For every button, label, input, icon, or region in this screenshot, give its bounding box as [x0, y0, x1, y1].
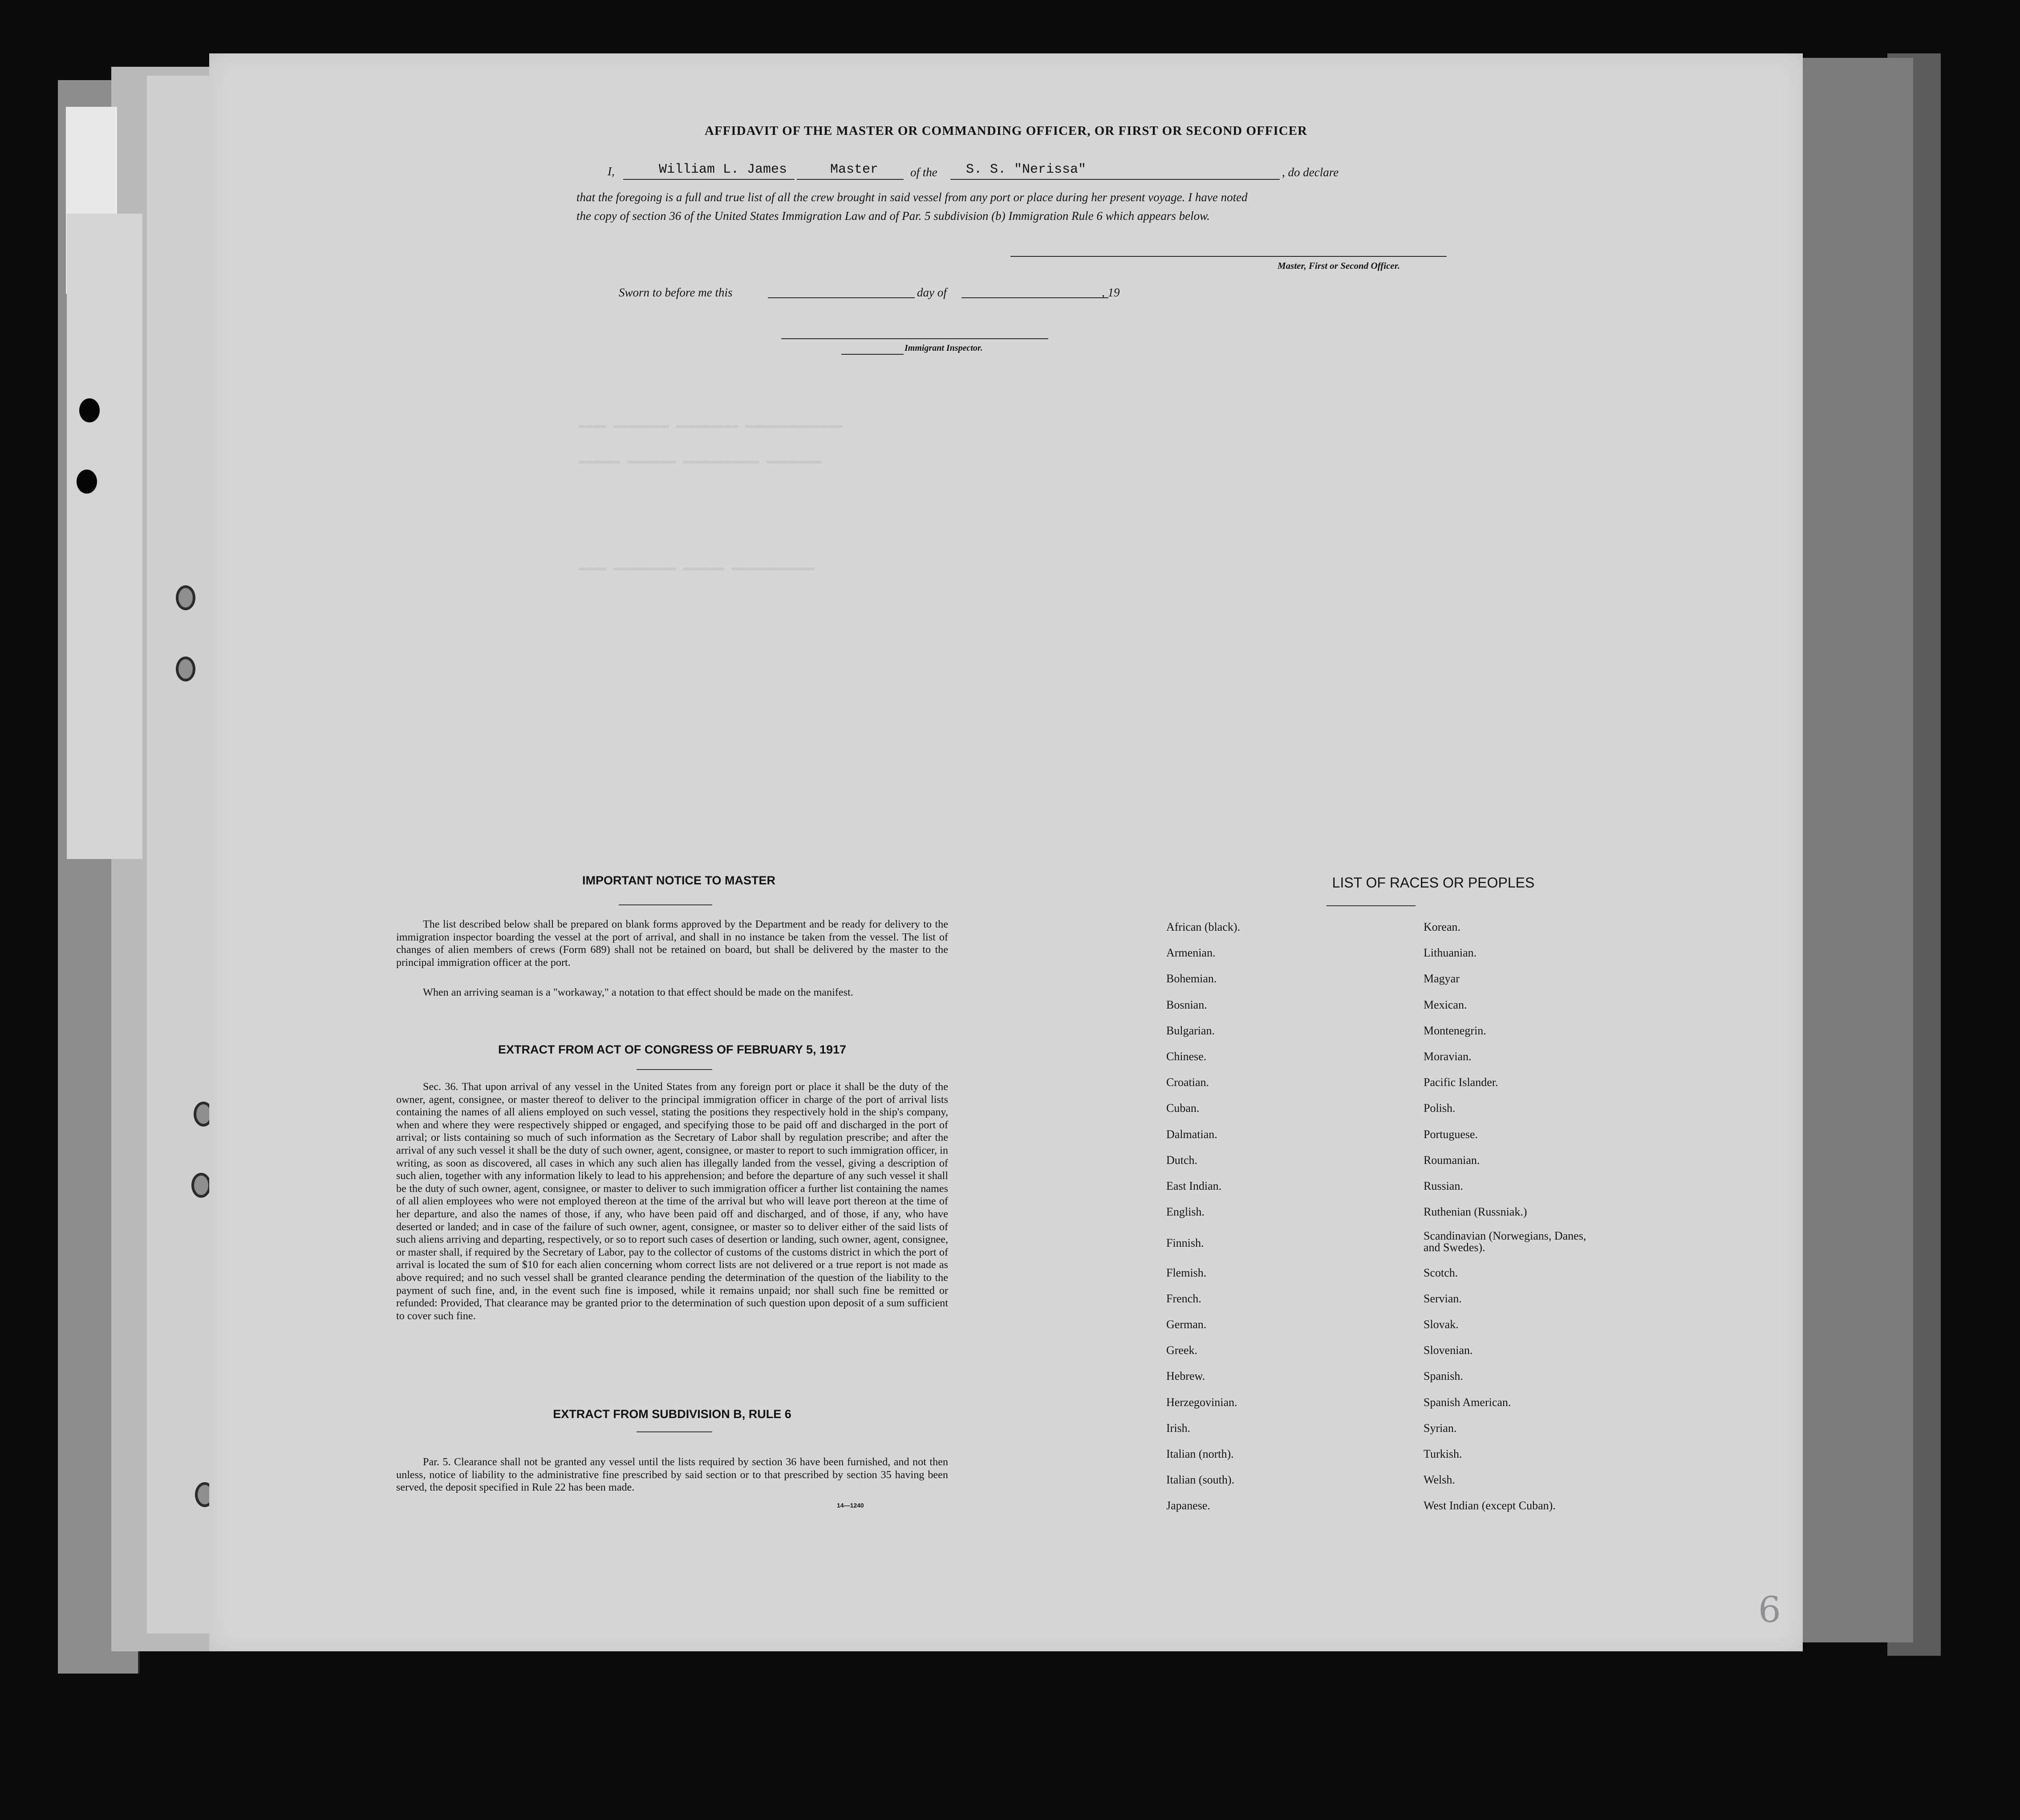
- rank-value: Master: [830, 162, 879, 177]
- race-entry: Finnish.: [1166, 1236, 1204, 1250]
- race-entry: Croatian.: [1166, 1076, 1209, 1089]
- sworn-month-line: [961, 297, 1108, 298]
- of-the-label: of the: [910, 166, 937, 179]
- race-entry: Bosnian.: [1166, 998, 1207, 1011]
- race-entry: Polish.: [1424, 1102, 1456, 1115]
- race-entry: Magyar: [1424, 972, 1460, 985]
- race-entry: Dalmatian.: [1166, 1127, 1217, 1141]
- race-entry: Servian.: [1424, 1292, 1462, 1305]
- bleed-through-text: ▬▬▬▬ ▬▬▬▬▬▬▬▬▬ ▬▬▬▬▬▬ ▬▬▬▬▬▬▬▬▬▬▬▬: [579, 561, 815, 574]
- year-label: , 19: [1102, 286, 1120, 299]
- race-entry: Dutch.: [1166, 1153, 1198, 1167]
- race-entry: Korean.: [1424, 920, 1461, 933]
- race-entry: Bohemian.: [1166, 972, 1217, 985]
- race-entry: Chinese.: [1166, 1050, 1207, 1063]
- rule-extract-title: EXTRACT FROM SUBDIVISION B, RULE 6: [553, 1407, 791, 1421]
- race-entry: Ruthenian (Russniak.): [1424, 1205, 1527, 1219]
- rule-6-text: Par. 5. Clearance shall not be granted any vessel until the lists required by section 36 have been furnished, and not then unless, notice of liability to the administrative fine prescribed by said section or to that prescribed by section 35 having been served, the deposit specified in Rule 22 has been made.: [396, 1456, 948, 1494]
- notice-title: IMPORTANT NOTICE TO MASTER: [582, 874, 775, 887]
- race-entry: Hebrew.: [1166, 1370, 1205, 1383]
- race-entry: East Indian.: [1166, 1180, 1222, 1192]
- vessel-name-value: S. S. "Nerissa": [966, 162, 1087, 177]
- manifest-affidavit-page: [209, 53, 1803, 1651]
- day-of-label: day of: [917, 286, 947, 299]
- section-36-text: Sec. 36. That upon arrival of any vessel in the United States from any foreign port or place it shall be the duty of the owner, agent, consignee, or master thereof to deliver to the principal immigration officer in charge of the port of arrival lists containing the names of all aliens employed on such vessel, stating the positions they respectively hold in the ship's company, when and where they were respectively shipped or engaged, and specifying those to be paid off and discharged in the port of arrival; or lists containing so much of such information as the Secretary of Labor shall by regulation prescribe; and after the arrival of any such vessel it shall be the duty of such owner, agent, consignee, or master to report to such immigration officer, in writing, as soon as discovered, all cases in which any such alien has illegally landed from the vessel, giving a description of such alien, together with any information likely to lead to his apprehension; and before the departure of any such vessel it shall be the duty of such owner, agent, consignee, or master to deliver to such immigration officer a further list containing the names of all alien employees who were not employed thereon at the time of the arrival but who will leave port thereon at the time of her departure, and also the names of those, if any, who have been paid off and discharged, and of those, if any, who have deserted or landed; and in case of the failure of such owner, agent, consignee, or master so to deliver either of the said lists of such aliens arriving and departing, respectively, or so to report such cases of desertion or landing, such owner, agent, consignee, or master shall, if required by the Secretary of Labor, pay to the collector of customs of the customs district in which the port of arrival is located the sum of $10 for each alien concerning whom correct lists are not delivered or a true report is not made as above required; and no such vessel shall be granted clearance pending the determination of the question of the liability to the payment of such fine, and, in the event such fine is imposed, while it remains unpaid; nor shall such fine be remitted or refunded: Provided, That clearance may be granted prior to the determination of such question upon deposit of a sum sufficient to cover such fine.: [396, 1081, 948, 1322]
- races-title: LIST OF RACES OR PEOPLES: [1332, 875, 1535, 891]
- notice-paragraph: When an arriving seaman is a "workaway," a notation to that effect should be made on the manifest.: [423, 986, 853, 998]
- race-entry: West Indian (except Cuban).: [1424, 1499, 1556, 1512]
- binder-ring-icon: [191, 1173, 211, 1198]
- rank-line: [797, 179, 904, 180]
- race-entry: German.: [1166, 1318, 1207, 1331]
- race-entry: Pacific Islander.: [1424, 1076, 1498, 1089]
- form-number: 14—1240: [837, 1502, 864, 1509]
- title-rule: [637, 1069, 712, 1070]
- race-entry: Lithuanian.: [1424, 946, 1477, 960]
- race-entry: Italian (south).: [1166, 1473, 1235, 1487]
- race-entry: Slovak.: [1424, 1318, 1459, 1331]
- race-entry: French.: [1166, 1292, 1201, 1305]
- race-entry: Herzegovinian.: [1166, 1395, 1237, 1409]
- race-entry: Flemish.: [1166, 1266, 1207, 1279]
- sworn-day-line: [768, 297, 915, 298]
- race-entry: Slovenian.: [1424, 1344, 1473, 1357]
- bleed-through-text: ▬▬▬▬ ▬▬▬▬▬▬▬▬ ▬▬▬▬▬▬▬▬▬ ▬▬▬▬▬▬▬▬▬▬▬▬▬▬: [579, 418, 843, 432]
- race-entry: Greek.: [1166, 1344, 1198, 1357]
- master-signature-line: [1010, 256, 1447, 257]
- race-entry: Scotch.: [1424, 1266, 1458, 1279]
- race-entry: Italian (north).: [1166, 1447, 1234, 1460]
- binder-right-strip: [1798, 58, 1913, 1642]
- race-entry: Spanish.: [1424, 1370, 1463, 1383]
- race-entry: Syrian.: [1424, 1421, 1457, 1435]
- race-entry: Armenian.: [1166, 946, 1216, 960]
- race-entry: Irish.: [1166, 1421, 1191, 1435]
- binder-ring-icon: [176, 657, 195, 681]
- race-entry: Turkish.: [1424, 1447, 1462, 1460]
- race-entry: Moravian.: [1424, 1050, 1472, 1063]
- title-rule: [637, 1431, 712, 1432]
- handwritten-page-mark: 6: [1758, 1589, 1781, 1630]
- binder-ring-icon: [176, 585, 195, 610]
- affidavit-i-label: I,: [608, 165, 615, 178]
- title-rule: [1326, 905, 1416, 906]
- binder-hole-icon: [79, 398, 100, 422]
- race-entry: African (black).: [1166, 920, 1241, 933]
- title-rule: [619, 904, 712, 905]
- affidavit-title: AFFIDAVIT OF THE MASTER OR COMMANDING OFFICER, OR FIRST OR SECOND OFFICER: [705, 124, 1307, 138]
- inspector-caption-line: [841, 354, 904, 355]
- race-entry: Mexican.: [1424, 998, 1467, 1011]
- name-line: [623, 179, 795, 180]
- race-entry: Spanish American.: [1424, 1395, 1511, 1409]
- gray-page-tab: [67, 214, 142, 859]
- declaration-line: that the foregoing is a full and true list of all the crew brought in said vessel from any port or place during her present voyage. I have noted: [576, 191, 1248, 204]
- race-entry: Bulgarian.: [1166, 1024, 1215, 1037]
- act-extract-title: EXTRACT FROM ACT OF CONGRESS OF FEBRUARY 5, 1917: [498, 1043, 847, 1056]
- inspector-caption: Immigrant Inspector.: [905, 343, 983, 353]
- declaration-line: the copy of section 36 of the United States Immigration Law and of Par. 5 subdivision (b) Immigration Rule 6 which appears below.: [576, 209, 1210, 223]
- signature-caption: Master, First or Second Officer.: [1278, 260, 1400, 271]
- bleed-through-text: ▬▬▬▬▬▬ ▬▬▬▬▬▬▬ ▬▬▬▬▬▬▬▬▬▬▬ ▬▬▬▬▬▬▬▬: [579, 454, 822, 467]
- race-entry: Welsh.: [1424, 1473, 1455, 1487]
- race-entry: Montenegrin.: [1424, 1024, 1486, 1037]
- notice-paragraph: The list described below shall be prepared on blank forms approved by the Department and be ready for delivery to the immigration inspector boarding the vessel at the port of arrival, and shall in no instance be taken from the vessel. The list of changes of alien members of crews (Form 689) shall not be retained on board, but shall be delivered by the master to the principal immigration officer at the port.: [396, 918, 948, 969]
- race-entry: Cuban.: [1166, 1102, 1200, 1115]
- sworn-label: Sworn to before me this: [619, 286, 733, 299]
- do-declare-label: , do declare: [1282, 166, 1339, 179]
- race-entry: Portuguese.: [1424, 1127, 1478, 1141]
- race-entry: Japanese.: [1166, 1499, 1210, 1512]
- race-entry: Scandinavian (Norwegians, Danes, and Swedes).: [1424, 1229, 1586, 1254]
- inspector-signature-line: [781, 338, 1048, 339]
- vessel-line: [950, 179, 1280, 180]
- master-name-value: William L. James: [659, 162, 787, 177]
- race-entry: Roumanian.: [1424, 1153, 1480, 1167]
- binder-hole-icon: [77, 470, 97, 494]
- race-entry: English.: [1166, 1205, 1205, 1219]
- race-entry: Russian.: [1424, 1180, 1463, 1192]
